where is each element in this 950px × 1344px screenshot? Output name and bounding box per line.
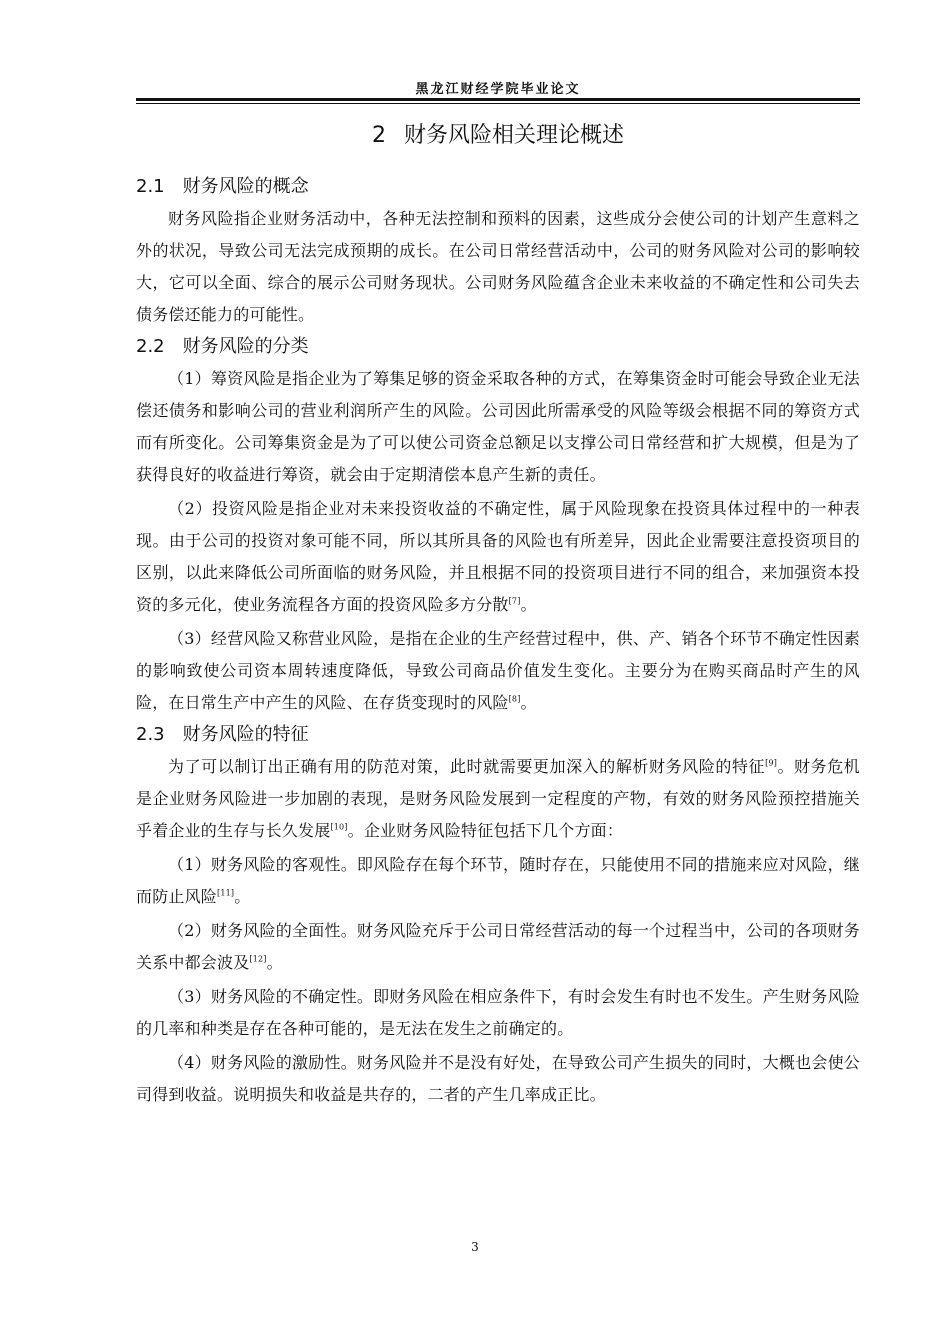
paragraph-text: 为了可以制订出正确有用的防范对策，此时就需要更加深入的解析财务风险的特征 bbox=[168, 757, 766, 776]
section-title-text: 财务风险的分类 bbox=[182, 336, 309, 357]
paragraph: 财务风险指企业财务活动中，各种无法控制和预料的因素，这些成分会使公司的计划产生意料之外的状况，导致公司无法完成预期的成长。在公司日常经营活动中，公司的财务风险对公司的影响较大，它可以全面、综合的展示公司财务现状。公司财务风险蕴含企业未来收益的不确定性和公司失去债务偿还能力的可能性。 bbox=[136, 209, 860, 324]
paragraph-text: 。财务危机是企业财务风险进一步加剧的表现，是财务风险发展到一定程度的产物，有效的财务风险预控措施关乎着企业的生存与长久发展 bbox=[136, 757, 860, 840]
page-number: 3 bbox=[471, 1240, 479, 1254]
paragraph: （4）财务风险的激励性。财务风险并不是没有好处，在导致公司产生损失的同时，大概也会使公司得到收益。说明损失和收益是共存的，二者的产生几率成正比。 bbox=[136, 1053, 860, 1104]
period: 。 bbox=[520, 595, 537, 614]
citation: [11] bbox=[217, 888, 235, 898]
section-number: 2.3 bbox=[136, 724, 165, 745]
paragraph: （3）财务风险的不确定性。即财务风险在相应条件下，有时会发生有时也不发生。产生财务风险的几率和种类是存在各种可能的，是无法在发生之前确定的。 bbox=[136, 987, 860, 1038]
period: 。 bbox=[520, 693, 537, 712]
paragraph bbox=[136, 915, 860, 979]
paragraph bbox=[136, 493, 860, 621]
paragraph-text: 。企业财务风险特征包括下几个方面： bbox=[347, 821, 624, 840]
citation: [7] bbox=[508, 596, 521, 606]
chapter-number: 2 bbox=[371, 123, 386, 148]
header-rule-thick bbox=[136, 98, 860, 101]
paragraph-text: （2）投资风险是指企业对未来投资收益的不确定性，属于风险现象在投资具体过程中的一种表现。由于公司的投资对象可能不同，所以其所具备的风险也有所差异，因此企业需要注意投资项目的区别，以此来降低公司所面临的财务风险，并且根据不同的投资项目进行不同的组合，来加强资本投资的多元化，使业务流程各方面的投资风险多方分散 bbox=[136, 499, 860, 614]
paragraph-text: （3）经营风险又称营业风险，是指在企业的生产经营过程中，供、产、销各个环节不确定性因素的影响致使公司资本周转速度降低，导致公司商品价值发生变化。主要分为在购买商品时产生的风险，在日常生产中产生的风险、在存货变现时的风险 bbox=[136, 629, 860, 712]
citation: [8] bbox=[508, 694, 521, 704]
running-header: 黑龙江财经学院毕业论文 bbox=[415, 82, 581, 97]
citation: [12] bbox=[249, 954, 267, 964]
paragraph bbox=[136, 623, 860, 719]
section-heading-2-3 bbox=[136, 719, 860, 751]
header-rule-thin bbox=[136, 103, 860, 104]
paragraph bbox=[136, 751, 860, 847]
paragraph bbox=[136, 849, 860, 913]
citation: [10] bbox=[330, 822, 348, 832]
period: 。 bbox=[266, 953, 283, 972]
section-number: 2.1 bbox=[136, 176, 165, 197]
section-heading-2-2 bbox=[136, 331, 860, 363]
paragraph-text: （1）财务风险的客观性。即风险存在每个环节，随时存在，只能使用不同的措施来应对风险，继而防止风险 bbox=[136, 855, 860, 906]
period: 。 bbox=[234, 887, 251, 906]
chapter-title bbox=[136, 118, 860, 149]
section-title-text: 财务风险的概念 bbox=[182, 176, 309, 197]
paragraph: （1）筹资风险是指企业为了筹集足够的资金采取各种的方式，在筹集资金时可能会导致企业无法偿还债务和影响公司的营业利润所产生的风险。公司因此所需承受的风险等级会根据不同的筹资方式而有所变化。公司筹集资金是为了可以使公司资金总额足以支撑公司日常经营和扩大规模，但是为了获得良好的收益进行筹资，就会由于定期清偿本息产生新的责任。 bbox=[136, 369, 860, 484]
section-number: 2.2 bbox=[136, 336, 165, 357]
page-content bbox=[136, 112, 860, 1111]
section-title-text: 财务风险的特征 bbox=[182, 724, 309, 745]
chapter-title-text: 财务风险相关理论概述 bbox=[403, 123, 624, 148]
citation: [9] bbox=[765, 758, 778, 768]
section-heading-2-1 bbox=[136, 171, 860, 203]
paragraph-text: （2）财务风险的全面性。财务风险充斥于公司日常经营活动的每一个过程当中，公司的各项财务关系中都会波及 bbox=[136, 921, 860, 972]
